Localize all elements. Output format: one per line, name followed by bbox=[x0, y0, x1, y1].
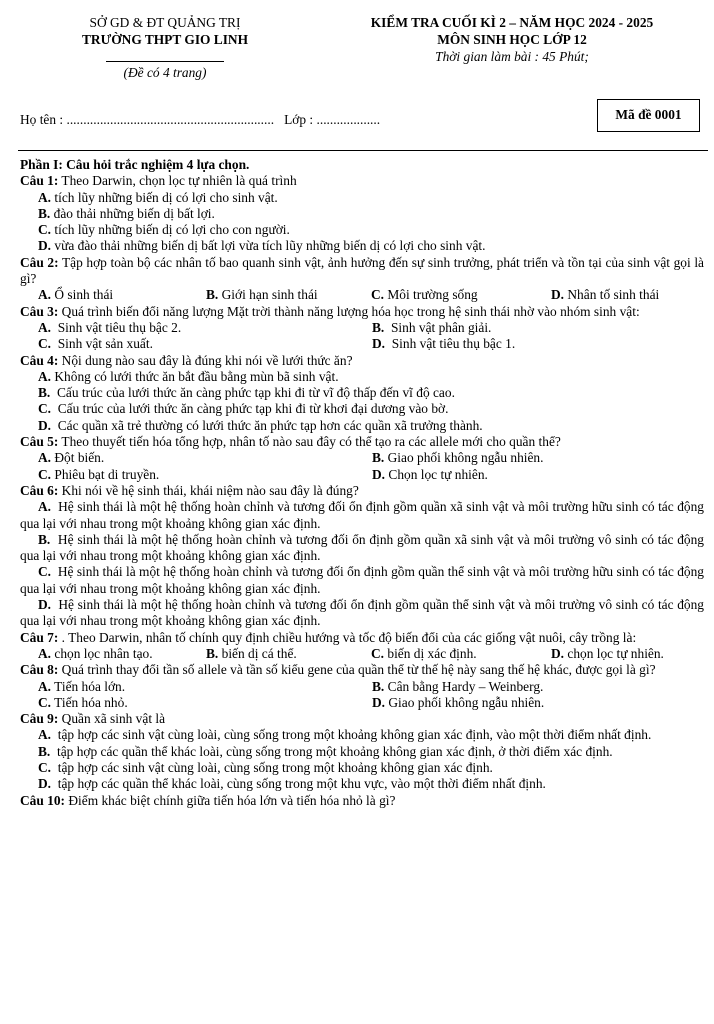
answer-8a bbox=[20, 679, 372, 695]
option-text: Đột biến. bbox=[54, 450, 105, 466]
answer-9a bbox=[20, 727, 704, 743]
option-text: Sinh vật phân giải. bbox=[390, 319, 492, 335]
exam-code: Mã đề 0001 bbox=[615, 107, 682, 123]
question-text: Theo Darwin, chọn lọc tự nhiên là quá trình bbox=[58, 173, 297, 189]
answer-1d bbox=[20, 238, 704, 254]
answer-3d bbox=[372, 336, 515, 352]
answer-3b bbox=[372, 320, 491, 336]
question-number: Câu 2: bbox=[20, 254, 59, 270]
question-text: Quá trình thay đổi tần số allele và tần số kiểu gene của quần thể từ thế hệ này sang thế hệ khác, được gọi là gì? bbox=[58, 662, 656, 678]
option-label: B. bbox=[38, 531, 51, 547]
header-right bbox=[312, 14, 712, 65]
option-text: tích lũy những biến dị có lợi cho sinh vật. bbox=[54, 189, 278, 205]
option-label: B. bbox=[372, 450, 385, 466]
option-text: Không có lưới thức ăn bắt đầu bằng mùn bã sinh vật. bbox=[54, 368, 339, 384]
question-number: Câu 1: bbox=[20, 173, 59, 189]
option-label: D. bbox=[38, 597, 52, 613]
answer-9c bbox=[20, 760, 704, 776]
option-label: C. bbox=[371, 287, 385, 303]
option-label: C. bbox=[38, 466, 52, 482]
option-text: tập hợp các sinh vật cùng loài, cùng sống trong một khoảng không gian xác định. bbox=[57, 759, 493, 775]
option-label: A. bbox=[38, 450, 52, 466]
option-label: D. bbox=[38, 417, 52, 433]
answer-4c bbox=[20, 401, 704, 417]
option-label: A. bbox=[38, 368, 52, 384]
question-text: Quá trình biến đổi năng lượng Mặt trời thành năng lượng hóa học trong hệ sinh thái nhờ vào nhóm sinh vật: bbox=[58, 303, 640, 319]
option-text: Môi trường sống bbox=[387, 287, 478, 303]
option-label: D. bbox=[372, 336, 386, 352]
option-text: Tiến hóa lớn. bbox=[54, 678, 126, 694]
option-label: C. bbox=[38, 336, 52, 352]
option-label: B. bbox=[38, 205, 51, 221]
answer-2d bbox=[551, 287, 659, 303]
answer-5b bbox=[372, 450, 543, 466]
option-label: C. bbox=[38, 694, 52, 710]
subject-title: MÔN SINH HỌC LỚP 12 bbox=[437, 32, 587, 47]
header-divider bbox=[106, 61, 224, 62]
header-rule bbox=[18, 150, 708, 151]
option-text: Hệ sinh thái là một hệ thống hoàn chỉnh và tương đối ổn định gồm quần thể sinh vật và môi trường hữu sinh có tác động qua lại với nhau trong một khoảng không gian xác định. bbox=[20, 564, 704, 596]
question-text: Khi nói về hệ sinh thái, khái niệm nào sau đây là đúng? bbox=[58, 482, 359, 498]
option-label: B. bbox=[206, 645, 219, 661]
question-1 bbox=[20, 173, 704, 189]
dept-name: SỞ GD & ĐT QUẢNG TRỊ bbox=[89, 15, 241, 30]
answer-8c bbox=[20, 695, 372, 711]
answer-3c bbox=[20, 336, 372, 352]
answer-6b bbox=[20, 532, 704, 565]
answer-6d bbox=[20, 597, 704, 630]
exam-duration: Thời gian làm bài : 45 Phút; bbox=[435, 49, 589, 64]
question-number: Câu 7: bbox=[20, 629, 59, 645]
question-number: Câu 9: bbox=[20, 711, 59, 727]
option-label: C. bbox=[38, 222, 52, 238]
option-label: C. bbox=[38, 759, 52, 775]
option-label: A. bbox=[38, 287, 52, 303]
answers-5-row2 bbox=[20, 467, 704, 483]
student-info-row bbox=[20, 112, 580, 128]
option-label: D. bbox=[38, 776, 52, 792]
question-2 bbox=[20, 255, 704, 288]
answer-3a bbox=[20, 320, 372, 336]
option-label: D. bbox=[38, 238, 52, 254]
question-text: Theo thuyết tiến hóa tổng hợp, nhân tố nào sau đây có thể tạo ra các allele mới cho quần thể? bbox=[58, 434, 561, 450]
exam-title: KIỂM TRA CUỐI KÌ 2 – NĂM HỌC 2024 - 2025 bbox=[370, 15, 654, 30]
option-text: tập hợp các quần thể khác loài, cùng sống trong một khoảng không gian xác định, ở thời điểm xác định. bbox=[56, 743, 613, 759]
question-8 bbox=[20, 662, 704, 678]
option-text: chọn lọc nhân tạo. bbox=[54, 645, 153, 661]
exam-content bbox=[20, 157, 704, 809]
question-5 bbox=[20, 434, 704, 450]
answer-2b bbox=[206, 287, 371, 303]
answer-4d bbox=[20, 418, 704, 434]
option-text: đào thải những biến dị bất lợi. bbox=[53, 205, 215, 221]
question-7 bbox=[20, 630, 704, 646]
answers-3-row1 bbox=[20, 320, 704, 336]
school-name: TRƯỜNG THPT GIO LINH bbox=[81, 32, 249, 47]
exam-code-box bbox=[597, 99, 700, 132]
answers-7 bbox=[20, 646, 704, 662]
answer-5d bbox=[372, 467, 488, 483]
option-text: chọn lọc tự nhiên. bbox=[567, 645, 664, 661]
answer-1a bbox=[20, 190, 704, 206]
option-label: B. bbox=[372, 319, 385, 335]
answer-2c bbox=[371, 287, 551, 303]
question-number: Câu 10: bbox=[20, 792, 66, 808]
option-label: A. bbox=[38, 499, 52, 515]
question-number: Câu 5: bbox=[20, 434, 59, 450]
answer-1c bbox=[20, 222, 704, 238]
option-text: tập hợp các quần thể khác loài, cùng sống trong một khu vực, vào một thời điểm nhất định. bbox=[57, 776, 546, 792]
option-text: tích lũy những biến dị có lợi cho con người. bbox=[54, 222, 290, 238]
option-label: B. bbox=[38, 743, 51, 759]
question-number: Câu 6: bbox=[20, 482, 59, 498]
student-class-field: Lớp : ................... bbox=[284, 112, 381, 127]
question-text: Điểm khác biệt chính giữa tiến hóa lớn và tiến hóa nhỏ là gì? bbox=[65, 792, 396, 808]
answer-9d bbox=[20, 776, 704, 792]
option-text: vừa đào thải những biến dị bất lợi vừa tích lũy những biến dị có lợi cho sinh vật. bbox=[54, 238, 486, 254]
option-text: Phiêu bạt di truyền. bbox=[54, 466, 160, 482]
question-number: Câu 4: bbox=[20, 352, 59, 368]
option-text: Cấu trúc của lưới thức ăn càng phức tạp khi đi từ vĩ độ thấp đến vĩ độ cao. bbox=[56, 385, 455, 401]
option-label: D. bbox=[372, 694, 386, 710]
option-text: Nhân tố sinh thái bbox=[567, 287, 660, 303]
answers-8-row2 bbox=[20, 695, 704, 711]
option-text: Hệ sinh thái là một hệ thống hoàn chỉnh và tương đối ổn định gồm quần xã sinh vật và môi trường hữu sinh có tác động qua lại với nhau trong một khoảng không gian xác định. bbox=[20, 499, 704, 531]
question-text: Quần xã sinh vật là bbox=[58, 711, 166, 727]
option-text: Ổ sinh thái bbox=[54, 287, 114, 303]
answer-4a bbox=[20, 369, 704, 385]
option-text: Hệ sinh thái là một hệ thống hoàn chỉnh và tương đối ổn định gồm quần xã sinh vật và môi trường vô sinh có tác động qua lại với nhau trong một khoảng không gian xác định. bbox=[20, 531, 705, 564]
question-number: Câu 3: bbox=[20, 303, 59, 319]
question-10 bbox=[20, 793, 704, 809]
answer-8d bbox=[372, 695, 544, 711]
answer-1b bbox=[20, 206, 704, 222]
answers-5-row1 bbox=[20, 450, 704, 466]
option-label: C. bbox=[38, 564, 52, 580]
question-6 bbox=[20, 483, 704, 499]
option-text: biến dị cá thể. bbox=[221, 645, 297, 661]
option-text: Sinh vật tiêu thụ bậc 1. bbox=[391, 336, 516, 352]
answers-3-row2 bbox=[20, 336, 704, 352]
answer-2a bbox=[38, 287, 206, 303]
option-label: A. bbox=[38, 727, 52, 743]
option-text: Giao phối không ngẫu nhiên. bbox=[388, 694, 545, 710]
option-text: Sinh vật tiêu thụ bậc 2. bbox=[57, 319, 182, 335]
option-text: Cấu trúc của lưới thức ăn càng phức tạp khi đi từ khơi đại dương vào bờ. bbox=[57, 401, 449, 417]
answer-7d bbox=[551, 646, 664, 662]
pages-note: (Đề có 4 trang) bbox=[123, 65, 207, 80]
option-text: Giao phối không ngẫu nhiên. bbox=[387, 450, 544, 466]
option-text: Các quần xã trẻ thường có lưới thức ăn phức tạp hơn các quần xã trưởng thành. bbox=[57, 417, 483, 433]
answers-2 bbox=[20, 287, 704, 303]
option-text: Giới hạn sinh thái bbox=[221, 287, 318, 303]
option-label: A. bbox=[38, 189, 52, 205]
question-9 bbox=[20, 711, 704, 727]
answer-7c bbox=[371, 646, 551, 662]
option-label: C. bbox=[371, 645, 385, 661]
answers-8-row1 bbox=[20, 679, 704, 695]
question-text: . Theo Darwin, nhân tố chính quy định chiều hướng và tốc độ biến đổi của các giống vật nuôi, cây trồng là: bbox=[58, 629, 637, 645]
option-text: Sinh vật sản xuất. bbox=[57, 336, 153, 352]
answer-5c bbox=[20, 467, 372, 483]
option-label: B. bbox=[372, 678, 385, 694]
header-left bbox=[20, 14, 310, 81]
option-label: B. bbox=[206, 287, 219, 303]
student-name-field: Họ tên : .............................................................. bbox=[20, 112, 275, 127]
option-label: A. bbox=[38, 645, 52, 661]
option-text: Tiến hóa nhỏ. bbox=[54, 694, 128, 710]
option-label: C. bbox=[38, 401, 52, 417]
answer-8b bbox=[372, 679, 543, 695]
option-text: biến dị xác định. bbox=[387, 645, 477, 661]
option-label: D. bbox=[551, 645, 565, 661]
answer-6a bbox=[20, 499, 704, 532]
option-label: B. bbox=[38, 385, 51, 401]
question-text: Tập hợp toàn bộ các nhân tố bao quanh sinh vật, ảnh hưởng đến sự sinh trưởng, phát triển và tồn tại của sinh vật gọi là gì? bbox=[20, 254, 704, 287]
option-label: A. bbox=[38, 678, 52, 694]
answer-7b bbox=[206, 646, 371, 662]
answer-9b bbox=[20, 744, 704, 760]
answer-5a bbox=[20, 450, 372, 466]
option-text: Cân bằng Hardy – Weinberg. bbox=[387, 678, 544, 694]
option-text: Chọn lọc tự nhiên. bbox=[388, 466, 488, 482]
answer-4b bbox=[20, 385, 704, 401]
option-label: D. bbox=[372, 466, 386, 482]
question-number: Câu 8: bbox=[20, 662, 59, 678]
option-text: tập hợp các sinh vật cùng loài, cùng sống trong một khoảng không gian xác định, vào một thời điểm nhất định. bbox=[57, 727, 652, 743]
question-text: Nội dung nào sau đây là đúng khi nói về lưới thức ăn? bbox=[58, 352, 353, 368]
answer-7a bbox=[38, 646, 206, 662]
option-label: A. bbox=[38, 319, 52, 335]
question-4 bbox=[20, 353, 704, 369]
question-3 bbox=[20, 304, 704, 320]
option-text: Hệ sinh thái là một hệ thống hoàn chỉnh và tương đối ổn định gồm quần thể sinh vật và môi trường vô sinh có tác động qua lại với nhau trong một khoảng không gian xác định. bbox=[20, 597, 704, 629]
option-label: D. bbox=[551, 287, 565, 303]
answer-6c bbox=[20, 564, 704, 597]
part-title: Phần I: Câu hỏi trắc nghiệm 4 lựa chọn. bbox=[20, 157, 250, 172]
